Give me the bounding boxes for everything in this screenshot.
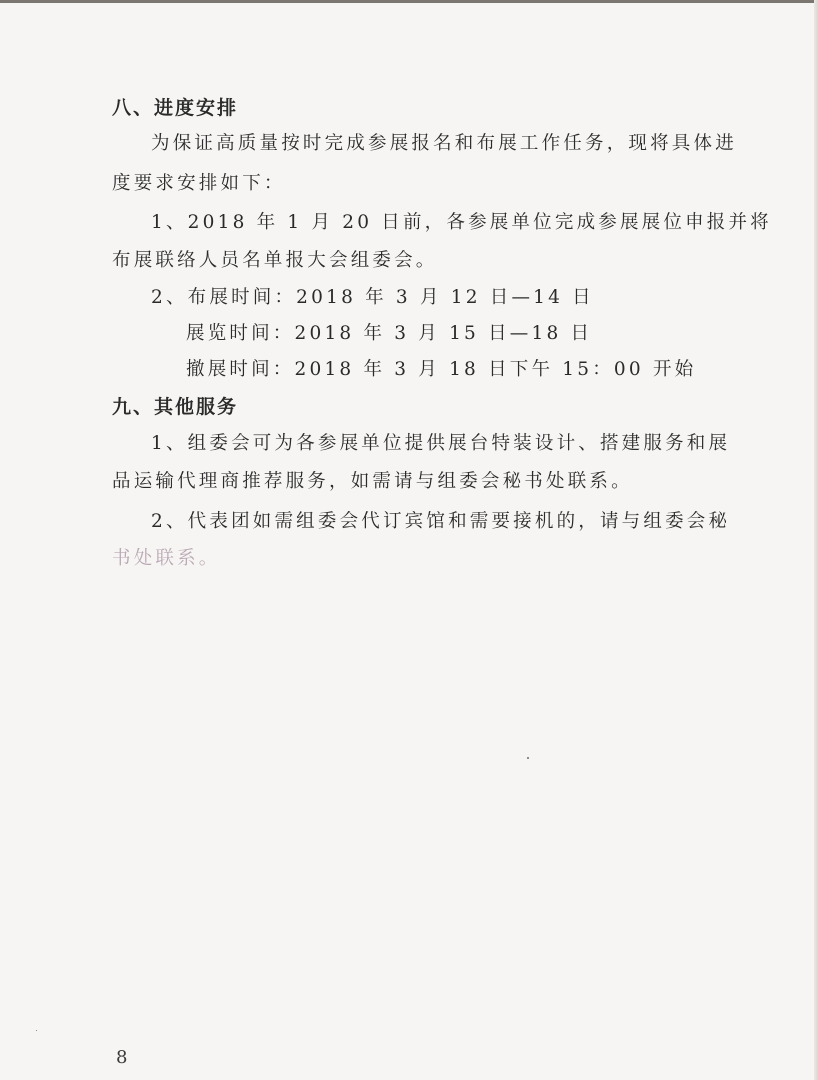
section-9-heading: 九、其他服务 (112, 396, 239, 418)
page-number: 8 (116, 1047, 128, 1068)
scan-speck (36, 1030, 37, 1031)
section-8-exhibition-time: 展览时间：2018 年 3 月 15 日—18 日 (186, 323, 593, 344)
section-9-item1-line1: 1、组委会可为各参展单位提供展台特装设计、搭建服务和展 (151, 433, 731, 454)
section-8-setup-time: 2、布展时间：2018 年 3 月 12 日—14 日 (151, 287, 594, 308)
section-8-intro-line2: 度要求安排如下： (112, 173, 286, 194)
section-9-item1-line2: 品运输代理商推荐服务，如需请与组委会秘书处联系。 (112, 471, 633, 492)
section-9-item2-line2: 书处联系。 (112, 548, 221, 569)
section-9-item2-line1: 2、代表团如需组委会代订宾馆和需要接机的，请与组委会秘 (151, 511, 731, 532)
section-8-heading: 八、进度安排 (112, 97, 239, 119)
section-8-item1-line1: 1、2018 年 1 月 20 日前，各参展单位完成参展展位申报并将 (151, 212, 772, 233)
section-8-dismantle-time: 撤展时间：2018 年 3 月 18 日下午 15：00 开始 (186, 359, 697, 380)
scan-speck (527, 757, 529, 759)
section-8-item1-line2: 布展联络人员名单报大会组委会。 (112, 250, 438, 271)
section-8-intro-line1: 为保证高质量按时完成参展报名和布展工作任务，现将具体进 (151, 133, 737, 154)
